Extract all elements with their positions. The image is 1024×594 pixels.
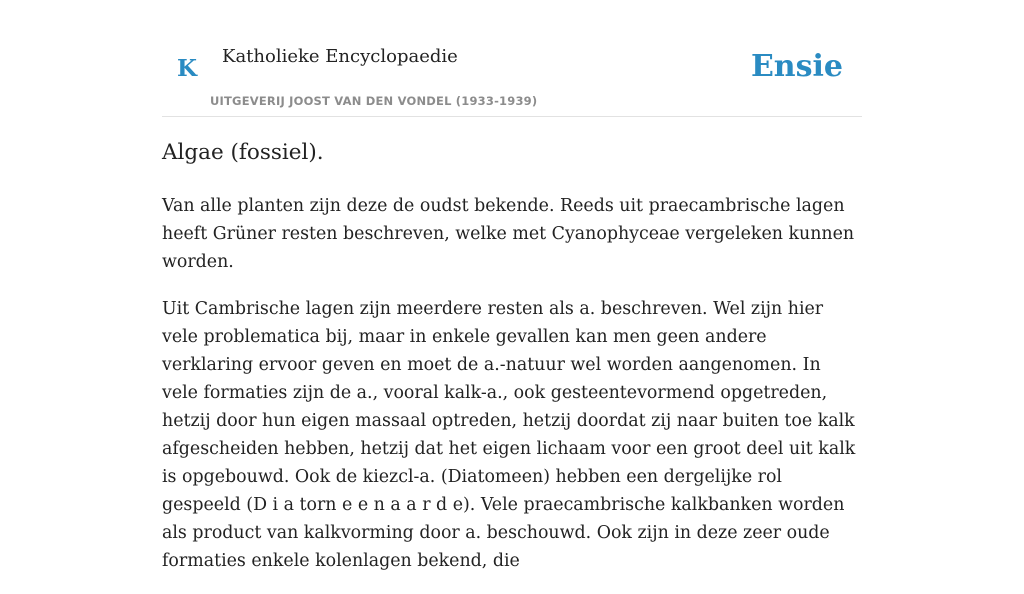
paragraph: Uit Cambrische lagen zijn meerdere resten als a. beschreven. Wel zijn hier vele problematica bij, maar in enkele gevallen kan men geen andere verklaring ervoor geven en moet de a.-natuur wel worden aangenomen. In vele formaties zijn de a., vooral kalk-a., ook gesteentevormend opgetreden, hetzij door hun eigen massaal optreden, hetzij doordat zij naar buiten toe kalk afgescheiden hebben, hetzij dat het eigen lichaam voor een groot deel uit kalk is opgebouwd. Ook de kiezcl-a. (Diatomeen) hebben een dergelijke rol gespeeld (D i a torn e e n a a r d e). Vele praecambrische kalkbanken worden als product van kalkvorming door a. beschouwd. Ook zijn in deze zeer oude formaties enkele kolenlagen bekend, die bbox=[162, 299, 856, 571]
encyclopedia-logo[interactable]: K bbox=[177, 55, 197, 82]
page bbox=[162, 0, 862, 571]
paragraph: Van alle planten zijn deze de oudst bekende. Reeds uit praecambrische lagen heeft Grüner resten beschreven, welke met Cyanophyceae vergeleken kunnen worden. bbox=[162, 196, 855, 272]
encyclopedia-title[interactable]: Katholieke Encyclopaedie bbox=[222, 46, 458, 67]
publisher-label: UITGEVERIJ JOOST VAN DEN VONDEL (1933-1939) bbox=[210, 94, 538, 108]
site-header bbox=[162, 0, 862, 117]
entry-body bbox=[162, 192, 862, 594]
ensie-logo-link[interactable]: Ensie bbox=[750, 49, 843, 84]
entry-title: Algae (fossiel). bbox=[162, 140, 324, 165]
